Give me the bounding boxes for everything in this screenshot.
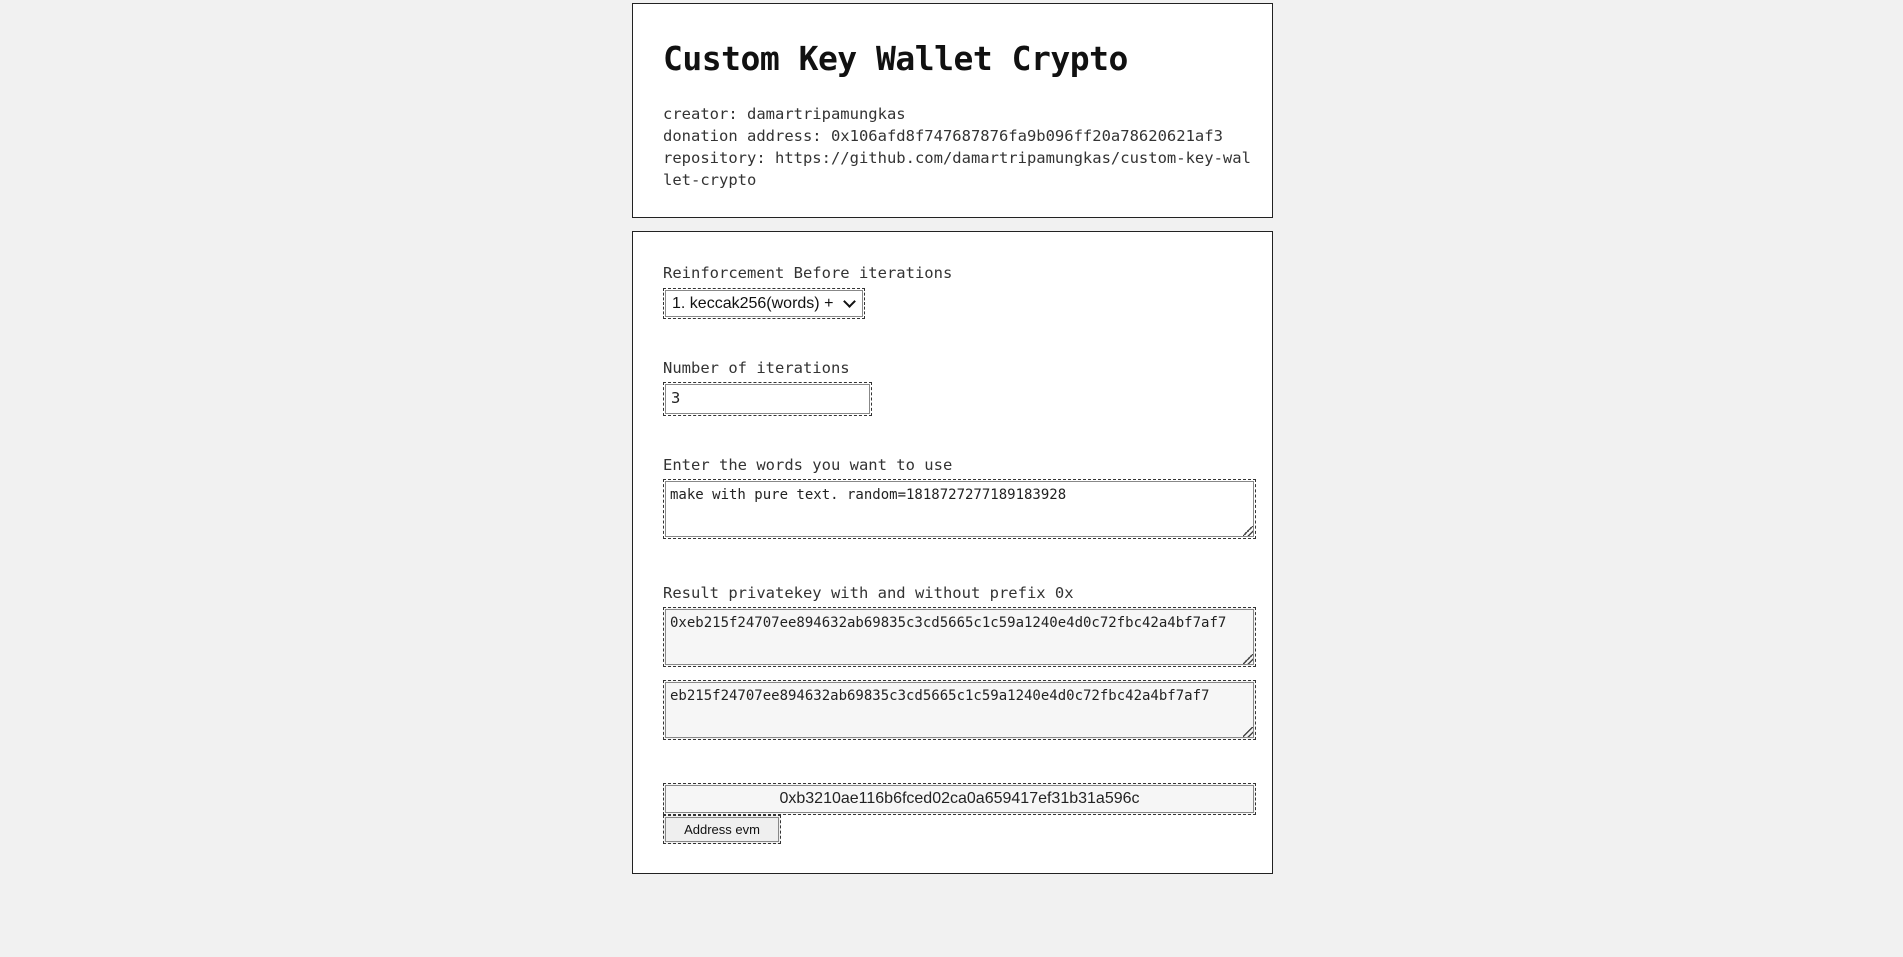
page-title: Custom Key Wallet Crypto [663, 39, 1128, 78]
privkey-without-prefix-textarea[interactable] [663, 680, 1256, 740]
reinforcement-select[interactable] [663, 288, 865, 319]
header-card [632, 3, 1273, 218]
repository-text: repository: https://github.com/damartripamungkas/custom-key-wallet-crypto [663, 149, 1251, 189]
privkey-without-prefix-text: eb215f24707ee894632ab69835c3cd5665c1c59a1240e4d0c72fbc42a4bf7af7 [670, 688, 1210, 704]
reinforcement-label: Reinforcement Before iterations [663, 264, 953, 282]
project-info [663, 103, 1253, 191]
words-textarea[interactable] [663, 479, 1256, 539]
words-label: Enter the words you want to use [663, 456, 953, 474]
address-evm-button[interactable]: Address evm [663, 815, 781, 844]
iterations-input[interactable]: 3 [663, 382, 872, 416]
privkey-with-prefix-textarea[interactable] [663, 607, 1256, 667]
iterations-label: Number of iterations [663, 359, 850, 377]
resize-handle-icon[interactable] [1243, 654, 1253, 664]
address-output[interactable]: 0xb3210ae116b6fced02ca0a659417ef31b31a596c [663, 783, 1256, 815]
donation-address-text: donation address: 0x106afd8f747687876fa9b096ff20a78620621af3 [663, 127, 1223, 145]
form-card [632, 231, 1273, 874]
creator-text: creator: damartripamungkas [663, 105, 906, 123]
chevron-down-icon [843, 295, 856, 308]
privkey-with-prefix-text: 0xeb215f24707ee894632ab69835c3cd5665c1c59a1240e4d0c72fbc42a4bf7af7 [670, 615, 1227, 631]
resize-handle-icon[interactable] [1243, 526, 1253, 536]
resize-handle-icon[interactable] [1243, 727, 1253, 737]
reinforcement-selected-value: 1. keccak256(words) + [672, 294, 834, 312]
result-label: Result privatekey with and without prefix 0x [663, 584, 1074, 602]
words-text: make with pure text. random=1818727277189183928 [670, 487, 1067, 503]
